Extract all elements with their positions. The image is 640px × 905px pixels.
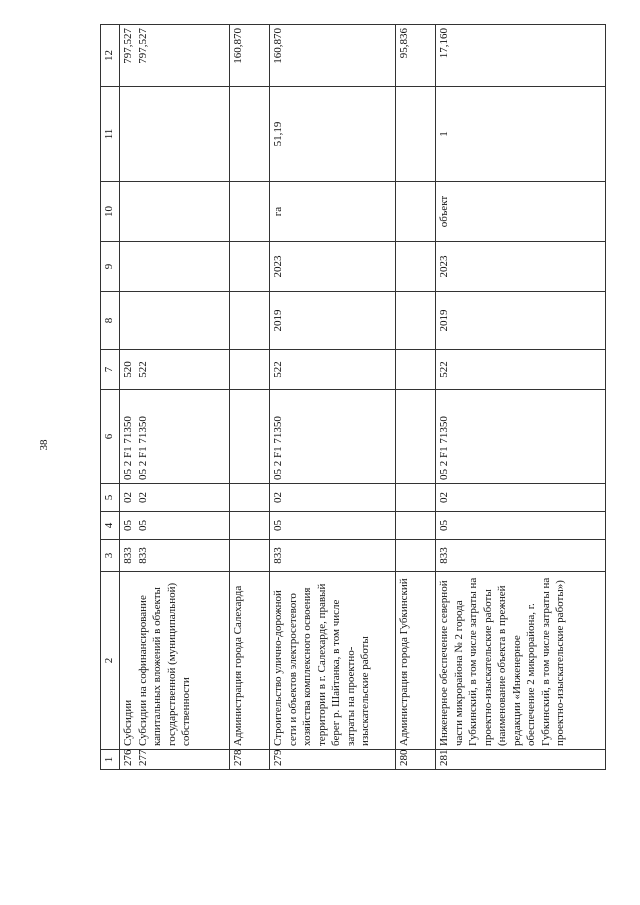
row-name-cell: Строительство улично-дорожной сети и объектов электросетевого хозяйства комплексного освоения территории в г. Салехарде, правый берег р. Шайтанка, в том числе затраты на проектно-изыскательские работы [270, 572, 396, 750]
capacity-cell [396, 87, 436, 182]
unit-cell [120, 182, 230, 242]
header-cell: 10 [101, 182, 120, 242]
rz-cell: 05 05 [120, 512, 230, 540]
table-row [120, 25, 230, 770]
amount-cell: 160,870 [270, 25, 396, 87]
header-cell: 3 [101, 540, 120, 572]
csr-cell: 05 2 F1 71350 05 2 F1 71350 [120, 390, 230, 484]
capacity-cell [230, 87, 270, 182]
row-number-cell: 276 277 [120, 750, 230, 770]
row-name-cell: Администрация города Губкинский [396, 572, 436, 750]
capacity-cell: 1 [436, 87, 606, 182]
start-year-cell: 2019 [270, 292, 396, 350]
rz-cell: 05 [270, 512, 396, 540]
amount-cell: 95,836 [396, 25, 436, 87]
end-year-cell [396, 242, 436, 292]
table-row [270, 25, 396, 770]
rz-cell [230, 512, 270, 540]
vr-cell: 522 [270, 350, 396, 390]
header-row [101, 25, 120, 770]
csr-cell: 05 2 F1 71350 [436, 390, 606, 484]
grbs-cell: 833 833 [120, 540, 230, 572]
table-row [396, 25, 436, 770]
row-number-cell: 280 [396, 750, 436, 770]
row-number-cell: 281 [436, 750, 606, 770]
end-year-cell: 2023 [270, 242, 396, 292]
header-cell: 1 [101, 750, 120, 770]
pr-cell [396, 484, 436, 512]
vr-cell: 522 [436, 350, 606, 390]
header-cell: 2 [101, 572, 120, 750]
vr-cell: 520 522 [120, 350, 230, 390]
budget-table [100, 24, 606, 770]
amount-cell: 160,870 [230, 25, 270, 87]
unit-cell [230, 182, 270, 242]
rotated-table-wrapper [100, 25, 630, 770]
end-year-cell [120, 242, 230, 292]
header-cell: 9 [101, 242, 120, 292]
capacity-cell [120, 87, 230, 182]
row-name-cell: Администрация города Салехарда [230, 572, 270, 750]
start-year-cell [230, 292, 270, 350]
end-year-cell: 2023 [436, 242, 606, 292]
grbs-cell: 833 [436, 540, 606, 572]
row-name-cell: Инженерное обеспечение северной части микрорайона № 2 города Губкинский, в том числе затраты на проектно-изыскательские работы (наименование объекта в прежней редакции «Инженерное обеспечение 2 микрорайона, г. Губкинский, в том числе затраты на проектно-изыскательские работы») [436, 572, 606, 750]
unit-cell: объект [436, 182, 606, 242]
start-year-cell: 2019 [436, 292, 606, 350]
header-cell: 4 [101, 512, 120, 540]
pr-cell [230, 484, 270, 512]
rz-cell: 05 [436, 512, 606, 540]
unit-cell: га [270, 182, 396, 242]
csr-cell [396, 390, 436, 484]
vr-cell [396, 350, 436, 390]
header-cell: 11 [101, 87, 120, 182]
start-year-cell [396, 292, 436, 350]
header-cell: 12 [101, 25, 120, 87]
row-number-cell: 278 [230, 750, 270, 770]
amount-cell: 797,527 797,527 [120, 25, 230, 87]
header-cell: 5 [101, 484, 120, 512]
amount-cell: 17,160 [436, 25, 606, 87]
capacity-cell: 51,19 [270, 87, 396, 182]
table-row [230, 25, 270, 770]
table-row [436, 25, 606, 770]
header-cell: 6 [101, 390, 120, 484]
grbs-cell [396, 540, 436, 572]
start-year-cell [120, 292, 230, 350]
grbs-cell [230, 540, 270, 572]
row-number-cell: 279 [270, 750, 396, 770]
csr-cell [230, 390, 270, 484]
pr-cell: 02 [436, 484, 606, 512]
row-name-cell: Субсидии Субсидии на софинансирование капитальных вложений в объекты государственной (муниципальной) собственности [120, 572, 230, 750]
vr-cell [230, 350, 270, 390]
header-cell: 8 [101, 292, 120, 350]
pr-cell: 02 02 [120, 484, 230, 512]
grbs-cell: 833 [270, 540, 396, 572]
pr-cell: 02 [270, 484, 396, 512]
end-year-cell [230, 242, 270, 292]
rz-cell [396, 512, 436, 540]
page-number: 38 [38, 439, 50, 451]
header-cell: 7 [101, 350, 120, 390]
csr-cell: 05 2 F1 71350 [270, 390, 396, 484]
unit-cell [396, 182, 436, 242]
